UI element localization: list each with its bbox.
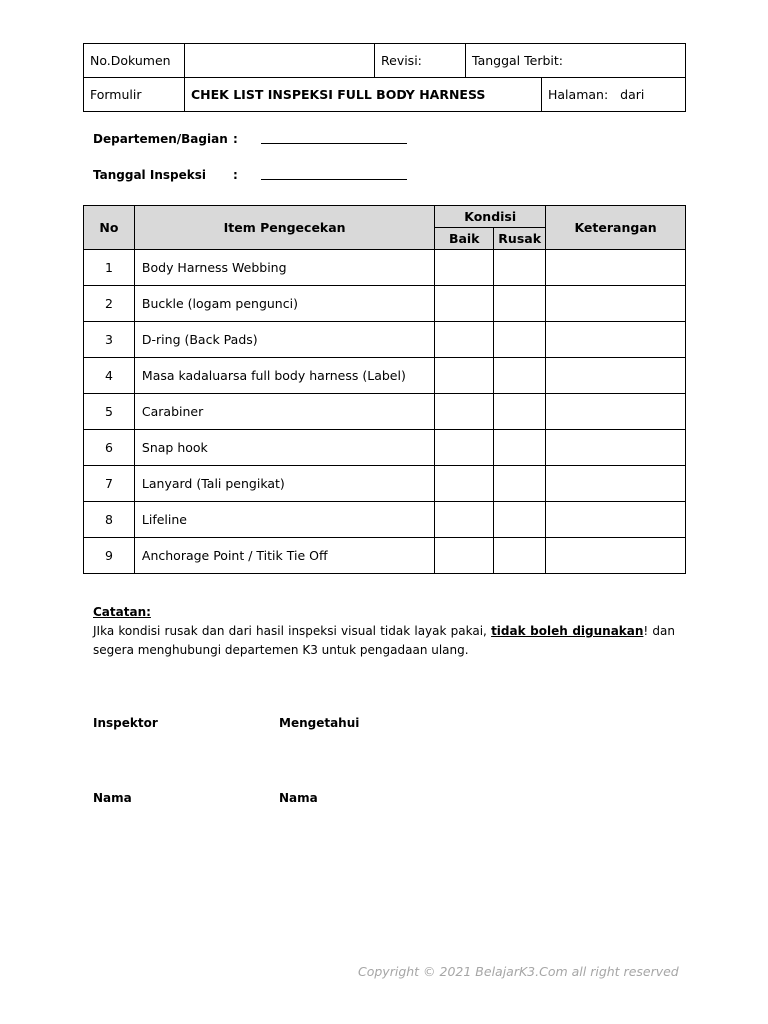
- copyright-footer: Copyright © 2021 BelajarK3.Com all right reserved: [358, 964, 679, 979]
- col-header-rusak: Rusak: [494, 228, 546, 250]
- table-row: [84, 394, 686, 430]
- row-no: 2: [84, 286, 135, 322]
- row-baik-cell[interactable]: [435, 250, 494, 286]
- row-baik-cell[interactable]: [435, 538, 494, 574]
- departemen-input-line[interactable]: [261, 143, 407, 144]
- row-rusak-cell[interactable]: [494, 394, 546, 430]
- row-keterangan-cell[interactable]: [546, 430, 686, 466]
- nama-right-label: Nama: [279, 791, 318, 805]
- row-no: 6: [84, 430, 135, 466]
- notes-emphasis: tidak boleh digunakan: [491, 624, 644, 638]
- row-item: Masa kadaluarsa full body harness (Label): [134, 358, 434, 394]
- table-row: [84, 322, 686, 358]
- dari-label: dari: [620, 87, 645, 102]
- row-no: 3: [84, 322, 135, 358]
- table-row: [84, 466, 686, 502]
- halaman-label: Halaman:: [548, 87, 609, 102]
- row-item: Body Harness Webbing: [134, 250, 434, 286]
- row-rusak-cell[interactable]: [494, 502, 546, 538]
- notes-body: [93, 622, 675, 660]
- mengetahui-label: Mengetahui: [279, 716, 360, 730]
- row-rusak-cell[interactable]: [494, 358, 546, 394]
- row-rusak-cell[interactable]: [494, 430, 546, 466]
- tanggal-inspeksi-input-line[interactable]: [261, 179, 407, 180]
- row-rusak-cell[interactable]: [494, 538, 546, 574]
- doc-no-value: [185, 44, 375, 78]
- row-item: Lifeline: [134, 502, 434, 538]
- notes-title: Catatan:: [93, 605, 151, 619]
- revisi-label: Revisi:: [375, 44, 466, 78]
- row-no: 5: [84, 394, 135, 430]
- table-row: [84, 538, 686, 574]
- table-row: [84, 358, 686, 394]
- row-baik-cell[interactable]: [435, 430, 494, 466]
- row-baik-cell[interactable]: [435, 358, 494, 394]
- row-baik-cell[interactable]: [435, 466, 494, 502]
- tanggal-inspeksi-field: [93, 168, 413, 188]
- row-keterangan-cell[interactable]: [546, 538, 686, 574]
- row-rusak-cell[interactable]: [494, 466, 546, 502]
- nama-left-label: Nama: [93, 791, 132, 805]
- checklist-table: [83, 205, 686, 574]
- inspektor-label: Inspektor: [93, 716, 158, 730]
- row-no: 8: [84, 502, 135, 538]
- row-baik-cell[interactable]: [435, 394, 494, 430]
- departemen-colon: :: [233, 132, 238, 146]
- row-item: Snap hook: [134, 430, 434, 466]
- table-row: [84, 286, 686, 322]
- row-no: 4: [84, 358, 135, 394]
- tanggal-terbit-label: Tanggal Terbit:: [466, 44, 686, 78]
- tanggal-inspeksi-colon: :: [233, 168, 238, 182]
- row-keterangan-cell[interactable]: [546, 502, 686, 538]
- row-keterangan-cell[interactable]: [546, 322, 686, 358]
- row-rusak-cell[interactable]: [494, 286, 546, 322]
- row-item: Anchorage Point / Titik Tie Off: [134, 538, 434, 574]
- col-header-no: No: [84, 206, 135, 250]
- table-row: [84, 502, 686, 538]
- row-no: 7: [84, 466, 135, 502]
- col-header-kondisi: Kondisi: [435, 206, 546, 228]
- halaman-cell: [542, 78, 686, 112]
- row-no: 9: [84, 538, 135, 574]
- row-baik-cell[interactable]: [435, 286, 494, 322]
- notes-text-before: JIka kondisi rusak dan dari hasil inspeksi visual tidak layak pakai,: [93, 624, 492, 638]
- table-row: [84, 430, 686, 466]
- col-header-baik: Baik: [435, 228, 494, 250]
- row-no: 1: [84, 250, 135, 286]
- row-baik-cell[interactable]: [435, 322, 494, 358]
- departemen-field: [93, 132, 413, 152]
- row-item: Carabiner: [134, 394, 434, 430]
- row-item: Lanyard (Tali pengikat): [134, 466, 434, 502]
- row-item: D-ring (Back Pads): [134, 322, 434, 358]
- row-rusak-cell[interactable]: [494, 250, 546, 286]
- formulir-label: Formulir: [84, 78, 185, 112]
- row-keterangan-cell[interactable]: [546, 286, 686, 322]
- row-keterangan-cell[interactable]: [546, 394, 686, 430]
- document-header-table: [83, 43, 686, 112]
- row-baik-cell[interactable]: [435, 502, 494, 538]
- col-header-item: Item Pengecekan: [134, 206, 434, 250]
- form-title: CHEK LIST INSPEKSI FULL BODY HARNESS: [185, 78, 542, 112]
- row-keterangan-cell[interactable]: [546, 466, 686, 502]
- row-item: Buckle (logam pengunci): [134, 286, 434, 322]
- tanggal-inspeksi-label: Tanggal Inspeksi: [93, 168, 206, 182]
- notes-section: [93, 603, 675, 660]
- checklist-body: [84, 250, 686, 574]
- col-header-keterangan: Keterangan: [546, 206, 686, 250]
- row-rusak-cell[interactable]: [494, 322, 546, 358]
- notes-text-after: ! dan segera menghubungi departemen K3 untuk pengadaan ulang.: [93, 624, 676, 657]
- row-keterangan-cell[interactable]: [546, 250, 686, 286]
- row-keterangan-cell[interactable]: [546, 358, 686, 394]
- departemen-label: Departemen/Bagian: [93, 132, 228, 146]
- table-row: [84, 250, 686, 286]
- doc-no-label: No.Dokumen: [84, 44, 185, 78]
